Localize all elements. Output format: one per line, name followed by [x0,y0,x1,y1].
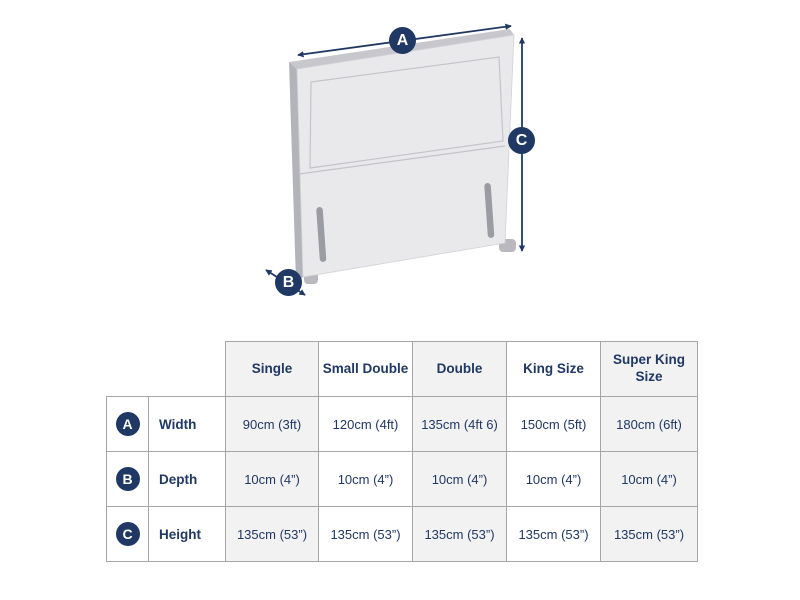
width-double-value: 135cm (4ft 6) [413,397,507,452]
width-badge: A [389,27,416,54]
depth-small-double-value: 10cm (4”) [319,452,413,507]
height-small-double-value: 135cm (53”) [319,507,413,562]
width-row-label: Width [149,397,226,452]
width-small-double-value: 120cm (4ft) [319,397,413,452]
depth-single-value: 10cm (4”) [226,452,319,507]
height-king-size-value: 135cm (53”) [507,507,601,562]
width-super-king-value: 180cm (6ft) [601,397,698,452]
depth-king-size-value: 10cm (4”) [507,452,601,507]
height-row-badge-cell [107,507,149,562]
width-single-value: 90cm (3ft) [226,397,319,452]
height-double-value: 135cm (53”) [413,507,507,562]
height-badge: C [508,127,535,154]
width-badge-small: A [116,412,140,436]
dimensions-table [106,341,698,562]
height-badge-small: C [116,522,140,546]
headboard-front-face [297,35,514,277]
height-row-label: Height [149,507,226,562]
column-header-double: Double [413,342,507,397]
table-row-width [107,397,698,452]
table-row-depth [107,452,698,507]
height-single-value: 135cm (53”) [226,507,319,562]
width-row-badge-cell [107,397,149,452]
width-king-size-value: 150cm (5ft) [507,397,601,452]
depth-row-label: Depth [149,452,226,507]
table-row-height [107,507,698,562]
column-header-small-double: Small Double [319,342,413,397]
depth-badge: B [275,269,302,296]
column-header-single: Single [226,342,319,397]
depth-badge-small: B [116,467,140,491]
table-header-row [107,342,698,397]
table-corner-blank [107,342,226,397]
depth-row-badge-cell [107,452,149,507]
height-super-king-value: 135cm (53”) [601,507,698,562]
column-header-king-size: King Size [507,342,601,397]
depth-double-value: 10cm (4”) [413,452,507,507]
column-header-super-king-size: Super King Size [601,342,698,397]
depth-super-king-value: 10cm (4”) [601,452,698,507]
